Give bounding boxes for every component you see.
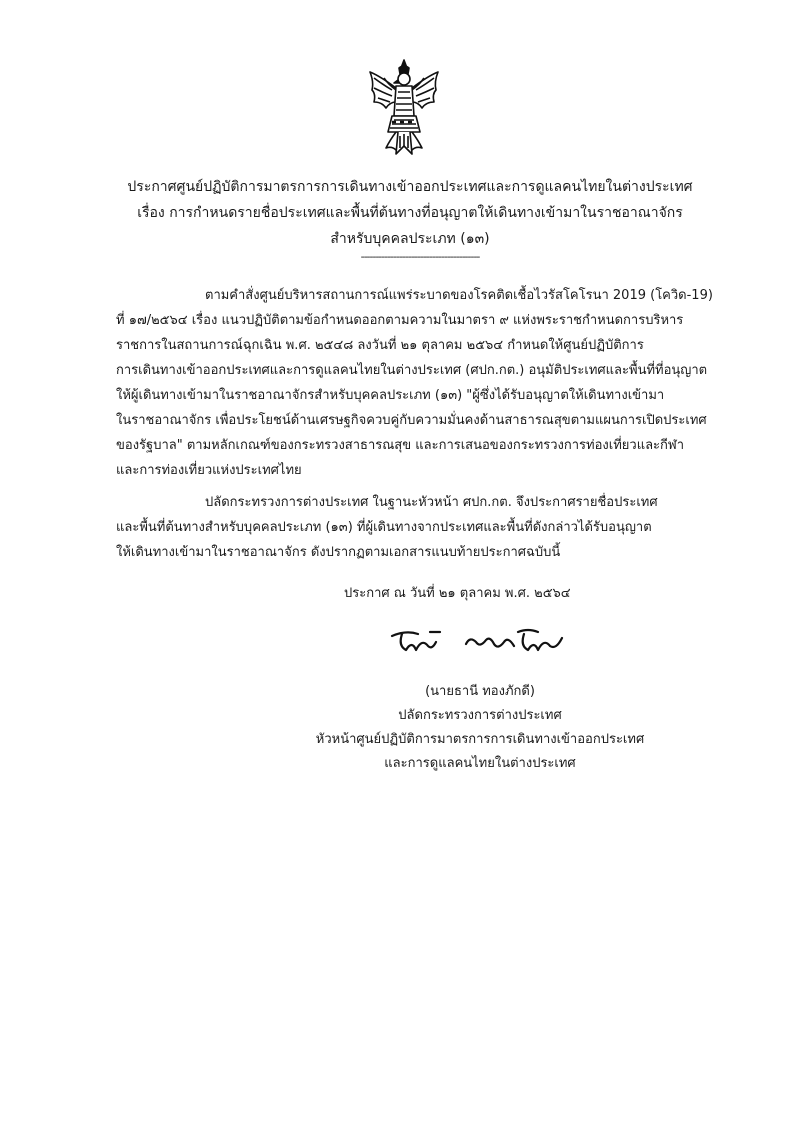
paragraph-1-line-8: และการท่องเที่ยวแห่งประเทศไทย	[116, 463, 302, 478]
paragraph-1-line-4: การเดินทางเข้าออกประเทศและการดูแลคนไทยในต่างประเทศ (ศปก.กต.) อนุมัติประเทศและพื้นที่ที่อนุญาต	[116, 363, 708, 378]
paragraph-2-line-2: และพื้นที่ต้นทางสำหรับบุคคลประเภท (๑๓) ที่ผู้เดินทางจากประเทศและพื้นที่ดังกล่าวได้รับอนุญาต	[116, 520, 652, 535]
paragraph-1-line-7: ของรัฐบาล" ตามหลักเกณฑ์ของกระทรวงสาธารณสุข และการเสนอของกระทรวงการท่องเที่ยวและกีฬา	[116, 438, 685, 453]
heading-line-2: เรื่อง การกำหนดรายชื่อประเทศและพื้นที่ต้นทางที่อนุญาตให้เดินทางเข้ามาในราชอาณาจักร	[137, 205, 683, 221]
paragraph-1-line-3: ราชการในสถานการณ์ฉุกเฉิน พ.ศ. ๒๕๔๘ ลงวันที่ ๒๑ ตุลาคม ๒๕๖๔ กำหนดให้ศูนย์ปฏิบัติการ	[116, 338, 644, 353]
signatory-position-2: หัวหน้าศูนย์ปฏิบัติการมาตรการการเดินทางเข้าออกประเทศ	[315, 732, 645, 747]
paragraph-2-line-1: ปลัดกระทรวงการต่างประเทศ ในฐานะหัวหน้า ศปก.กต. จึงประกาศรายชื่อประเทศ	[205, 495, 658, 510]
paragraph-1-line-1: ตามคำสั่งศูนย์บริหารสถานการณ์แพร่ระบาดของโรคติดเชื้อไวรัสโคโรนา 2019 (โควิด-19)	[205, 288, 713, 303]
handwritten-signature	[388, 624, 568, 658]
heading-line-3: สำหรับบุคคลประเภท (๑๓)	[330, 231, 490, 247]
garuda-emblem-icon	[366, 58, 442, 158]
signatory-name: (นายธานี ทองภักดี)	[425, 684, 535, 699]
heading-line-1: ประกาศศูนย์ปฏิบัติการมาตรการการเดินทางเข้าออกประเทศและการดูแลคนไทยในต่างประเทศ	[127, 179, 693, 195]
paragraph-1-line-5: ให้ผู้เดินทางเข้ามาในราชอาณาจักรสำหรับบุคคลประเภท (๑๓) "ผู้ซึ่งได้รับอนุญาตให้เดินทางเข้ามา	[116, 388, 665, 403]
heading-divider: ----------------------------------------	[360, 250, 480, 263]
announcement-date: ประกาศ ณ วันที่ ๒๑ ตุลาคม พ.ศ. ๒๕๖๔	[344, 586, 571, 601]
paragraph-2-line-3: ให้เดินทางเข้ามาในราชอาณาจักร ดังปรากฏตามเอกสารแนบท้ายประกาศฉบับนี้	[116, 545, 561, 560]
paragraph-1-line-2: ที่ ๑๗/๒๕๖๔ เรื่อง แนวปฏิบัติตามข้อกำหนดออกตามความในมาตรา ๙ แห่งพระราชกำหนดการบริหาร	[116, 313, 684, 328]
signatory-position-1: ปลัดกระทรวงการต่างประเทศ	[398, 708, 562, 723]
signatory-position-3: และการดูแลคนไทยในต่างประเทศ	[384, 756, 576, 771]
paragraph-1-line-6: ในราชอาณาจักร เพื่อประโยชน์ด้านเศรษฐกิจควบคู่กับความมั่นคงด้านสาธารณสุขตามแผนการเปิดประเทศ	[116, 413, 707, 428]
signatory-block	[260, 680, 700, 776]
announcement-heading	[100, 174, 720, 252]
